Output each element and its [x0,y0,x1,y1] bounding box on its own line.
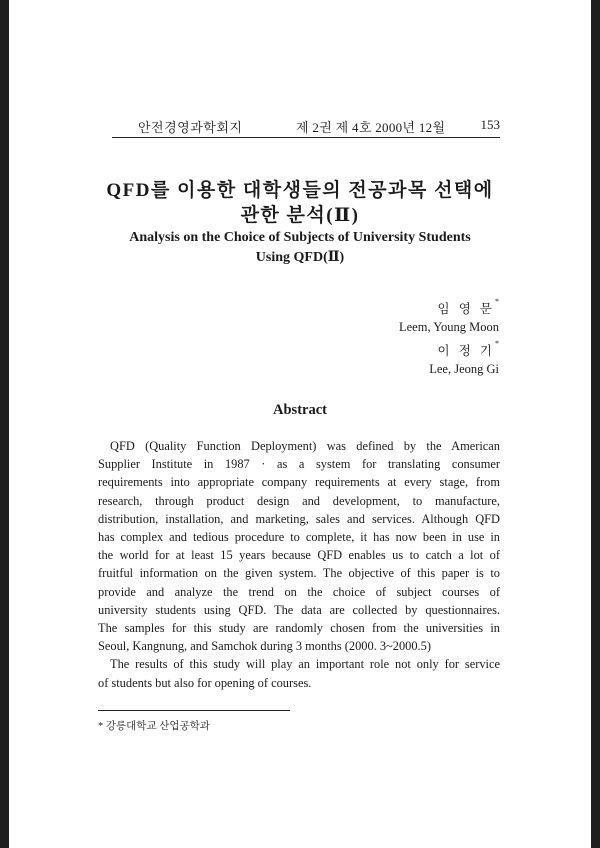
author-1-english-name: Leem, Young Moon [398,320,499,334]
scan-edge-right [591,0,600,848]
abstract-line: The results of this study will play an important role not only for service [110,657,500,672]
english-title-line-2: Using QFD(Ⅱ) [255,250,345,265]
affiliation-mark: * [495,339,499,348]
running-head [112,117,500,133]
abstract-line: research, through product design and development, to manufacture, [98,493,500,508]
affiliation-mark: * [495,297,499,306]
korean-title-line-1: QFD를 이용한 대학생들의 전공과목 선택에 [106,180,494,201]
page-number: 153 [480,117,500,132]
abstract-line: of students but also for opening of courses. [98,675,312,690]
abstract-line: Supplier Institute in 1987 · as a system for translating consumer [98,457,500,472]
issue-info: 제 2권 제 4호 2000년 12월 [296,120,446,135]
abstract-line: Seoul, Kangnung, and Samchok during 3 months (2000. 3~2000.5) [98,639,431,654]
footnote-affiliation: * 강릉대학교 산업공학과 [98,721,210,732]
abstract-line: the world for at least 15 years because QFD enables us to catch a lot of [98,548,500,563]
footnote-rule [98,710,290,711]
english-title-line-1: Analysis on the Choice of Subjects of University Students [129,230,471,245]
author-2-korean-name [438,341,499,359]
abstract-line: has complex and tedious procedure to complete, it has now been in use in [98,530,500,545]
abstract-heading: Abstract [273,402,327,418]
scan-edge-left [0,0,9,848]
author-name-text: 이 정 기 [437,344,495,358]
abstract-line: provide and analyze the trend on the choice of subject courses of [98,584,500,599]
abstract-body [98,437,500,692]
abstract-line: QFD (Quality Function Deployment) was defined by the American [110,439,500,453]
journal-name: 안전경영과학회지 [138,120,243,135]
author-name-text: 임 영 문 [437,302,495,316]
abstract-line: university students using QFD. The data are collected by questionnaires. [98,602,500,617]
author-1-korean-name [438,299,499,317]
abstract-line: requirements into appropriate company requirements at every stage, from [98,475,500,490]
abstract-line: The samples for this study are randomly chosen from the universities in [98,621,500,636]
korean-title-line-2: 관한 분석(Ⅱ) [240,205,360,226]
author-2-english-name: Lee, Jeong Gi [429,362,499,376]
header-rule [112,137,500,138]
abstract-line: distribution, installation, and marketing, sales and services. Although QFD [98,511,500,526]
abstract-line: fruitful information on the given system. The objective of this paper is to [98,566,500,581]
